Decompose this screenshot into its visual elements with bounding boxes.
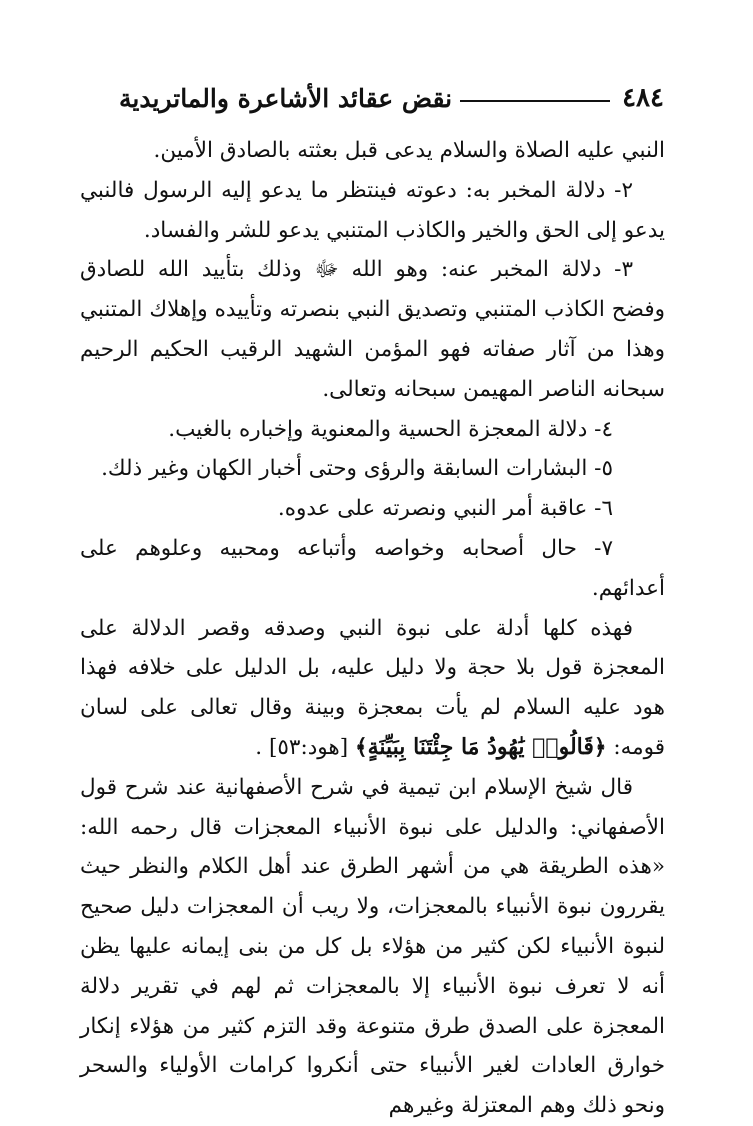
running-title: نقض عقائد الأشاعرة والماتريدية xyxy=(119,83,453,113)
paragraph-point-4: ٤- دلالة المعجزة الحسية والمعنوية وإخباره بالغيب. xyxy=(168,416,613,442)
header-rule xyxy=(460,100,610,102)
page-number: ٤٨٤ xyxy=(622,83,664,113)
quran-close-bracket: ﴾ xyxy=(354,734,368,760)
body-text xyxy=(80,131,665,1126)
paragraph-point-3: ٣- دلالة المخبر عنه: وهو الله ﷻ وذلك بتأييد الله للصادق وفضح الكاذب المتنبي وتصديق النبي بنصرته وتأييده وإهلاك المتنبي وهذا من آثار صفاته فهو المؤمن الشهيد الرقيب الحكيم الرحيم سبحانه الناصر المهيمن سبحانه وتعالى. xyxy=(80,257,666,402)
page-header xyxy=(82,78,664,118)
quran-reference: [هود:٥٣] . xyxy=(255,734,349,760)
quran-open-bracket: ﴿ xyxy=(593,734,607,760)
quran-verse: قَالُوا۟ يَٰهُودُ مَا جِئْتَنَا بِبَيِّنَةٍ xyxy=(367,733,594,760)
paragraph-quote: قال شيخ الإسلام ابن تيمية في شرح الأصفهانية عند شرح قول الأصفهاني: والدليل على نبوة الأنبياء المعجزات قال رحمه الله: «هذه الطريقة هي من أشهر الطرق عند أهل الكلام والنظر حيث يقررون نبوة الأنبياء بالمعجزات، ولا ريب أن المعجزات دليل صحيح لنبوة الأنبياء لكن كثير من هؤلاء بل كل من بنى إيمانه عليها يظن أنه لا تعرف نبوة الأنبياء إلا بالمعجزات ثم لهم في تقرير دلالة المعجزة على الصدق طرق متنوعة وقد التزم كثير من هؤلاء إنكار خوارق العادات لغير الأنبياء حتى أنكروا كرامات الأولياء والسحر ونحو ذلك وهم المعتزلة وغيرهم xyxy=(80,774,665,1119)
paragraph-evidence xyxy=(80,609,665,768)
paragraph-point-7: ٧- حال أصحابه وخواصه وأتباعه ومحبيه وعلوهم على أعدائهم. xyxy=(80,535,665,601)
paragraph-point-5: ٥- البشارات السابقة والرؤى وحتى أخبار الكهان وغير ذلك. xyxy=(101,456,613,482)
paragraph-1: النبي عليه الصلاة والسلام يدعى قبل بعثته بالصادق الأمين. xyxy=(153,138,665,163)
paragraph-point-6: ٦- عاقبة أمر النبي ونصرته على عدوه. xyxy=(277,496,613,522)
paragraph-evidence-text: فهذه كلها أدلة على نبوة النبي وصدقه وقصر الدلالة على المعجزة قول بلا حجة ولا دليل عليه، بل الدليل على خلافه فهذا هود عليه السلام لم يأت بمعجزة وبينة وقال تعالى على لسان قومه: xyxy=(80,615,665,760)
paragraph-point-2: ٢- دلالة المخبر به: دعوته فينتظر ما يدعو إليه الرسول فالنبي يدعو إلى الحق والخير والكاذب المتنبي يدعو للشر والفساد. xyxy=(80,177,665,243)
